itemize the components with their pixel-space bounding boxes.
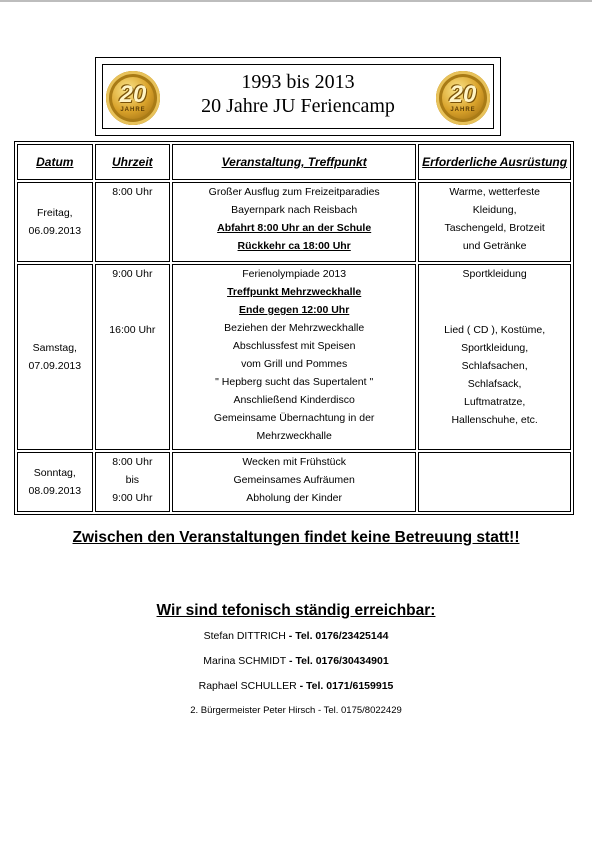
weekday: Samstag, (32, 342, 77, 354)
contact-name: Raphael SCHULLER (198, 680, 297, 692)
header-banner (95, 57, 501, 136)
event-line: Ferienolympiade 2013 (242, 268, 347, 280)
date-cell (17, 452, 93, 512)
equipment-line: Sportkleidung, (461, 342, 529, 354)
event-line: " Hepberg sucht das Supertalent " (215, 376, 374, 388)
time-cell (95, 452, 170, 512)
table-header-row (17, 144, 571, 180)
schedule-table (14, 141, 574, 515)
anniversary-medal-right-icon (436, 71, 490, 125)
title-line-2: 20 Jahre JU Feriencamp (201, 95, 395, 117)
medal-label: JAHRE (450, 106, 476, 113)
medal-number: 20 (119, 80, 147, 108)
event-line: Gemeinsames Aufräumen (233, 474, 355, 486)
event-line: Beziehen der Mehrzweckhalle (224, 322, 365, 334)
equipment-line: Hallenschuhe, etc. (451, 414, 538, 426)
date-value: 06.09.2013 (28, 225, 82, 237)
contact-phone: - Tel. 0175/8022429 (315, 705, 402, 716)
contact-phone: - Tel. 0171/6159915 (296, 680, 394, 692)
equipment-cell (418, 264, 571, 450)
page-title (176, 70, 420, 118)
time-value: 16:00 Uhr (109, 324, 156, 336)
contact-item (0, 678, 592, 703)
equipment-cell (418, 452, 571, 512)
event-line: Anschließend Kinderdisco (233, 394, 355, 406)
event-line-emphasis: Abfahrt 8:00 Uhr an der Schule (217, 222, 372, 234)
event-cell (172, 182, 416, 262)
column-header-event: Veranstaltung, Treffpunkt (172, 144, 416, 180)
date-cell (17, 264, 93, 450)
event-line: Mehrzweckhalle (256, 430, 332, 442)
column-header-equipment: Erforderliche Ausrüstung (418, 144, 571, 180)
event-line: Bayernpark nach Reisbach (231, 204, 358, 216)
contact-name: Marina SCHMIDT (203, 655, 287, 667)
event-line-emphasis: Rückkehr ca 18:00 Uhr (237, 240, 351, 252)
event-cell (172, 264, 416, 450)
weekday: Sonntag, (33, 467, 76, 479)
event-line: Wecken mit Frühstück (242, 456, 346, 468)
event-cell (172, 452, 416, 512)
date-cell (17, 182, 93, 262)
contact-name: Stefan DITTRICH (203, 630, 286, 642)
event-line: Großer Ausflug zum Freizeitparadies (208, 186, 380, 198)
event-line-emphasis: Ende gegen 12:00 Uhr (239, 304, 350, 316)
contact-phone: - Tel. 0176/23425144 (285, 630, 389, 642)
table-row (17, 264, 571, 450)
medal-label: JAHRE (120, 106, 146, 113)
equipment-line: und Getränke (462, 240, 527, 252)
equipment-line: Taschengeld, Brotzeit (444, 222, 545, 234)
event-line: Abschlussfest mit Speisen (232, 340, 356, 352)
event-line: Gemeinsame Übernachtung in der (213, 412, 375, 424)
equipment-cell (418, 182, 571, 262)
event-line: vom Grill und Pommes (241, 358, 348, 370)
equipment-line: Sportkleidung (462, 268, 527, 280)
contact-heading: Wir sind tefonisch ständig erreichbar: (156, 602, 436, 619)
table-row (17, 452, 571, 512)
time-spacer (96, 283, 169, 321)
date-value: 08.09.2013 (28, 485, 82, 497)
table-row (17, 182, 571, 262)
time-value: 8:00 Uhr (112, 186, 153, 198)
equipment-line: Schlafsachen, (461, 360, 528, 372)
notice-text: Zwischen den Veranstaltungen findet keine Betreuung statt!! (72, 529, 520, 546)
contact-item (0, 653, 592, 678)
anniversary-medal-left-icon (106, 71, 160, 125)
contact-item (0, 703, 592, 728)
event-line: Abholung der Kinder (246, 492, 343, 504)
contact-list (0, 628, 592, 728)
column-header-date: Datum (17, 144, 93, 180)
time-cell (95, 182, 170, 262)
title-line-1: 1993 bis 2013 (241, 71, 355, 93)
contact-phone: - Tel. 0176/30434901 (286, 655, 389, 667)
time-cell (95, 264, 170, 450)
event-line-emphasis: Treffpunkt Mehrzweckhalle (227, 286, 362, 298)
equipment-line: Schlafsack, (467, 378, 522, 390)
column-header-time: Uhrzeit (95, 144, 170, 180)
equipment-line: Luftmatratze, (464, 396, 526, 408)
contact-item (0, 628, 592, 653)
contact-name: 2. Bürgermeister Peter Hirsch (190, 705, 316, 716)
equipment-line: Kleidung, (472, 204, 517, 216)
medal-number: 20 (449, 80, 477, 108)
weekday: Freitag, (37, 207, 73, 219)
time-value: 9:00 Uhr (112, 268, 153, 280)
time-value: 8:00 Uhr (112, 456, 153, 468)
time-value: 9:00 Uhr (112, 492, 153, 504)
equipment-line: Warme, wetterfeste (449, 186, 540, 198)
equipment-line: Lied ( CD ), Kostüme, (444, 324, 546, 336)
date-value: 07.09.2013 (28, 360, 82, 372)
equipment-spacer (419, 283, 570, 321)
top-border (0, 0, 592, 2)
time-value: bis (125, 474, 140, 486)
